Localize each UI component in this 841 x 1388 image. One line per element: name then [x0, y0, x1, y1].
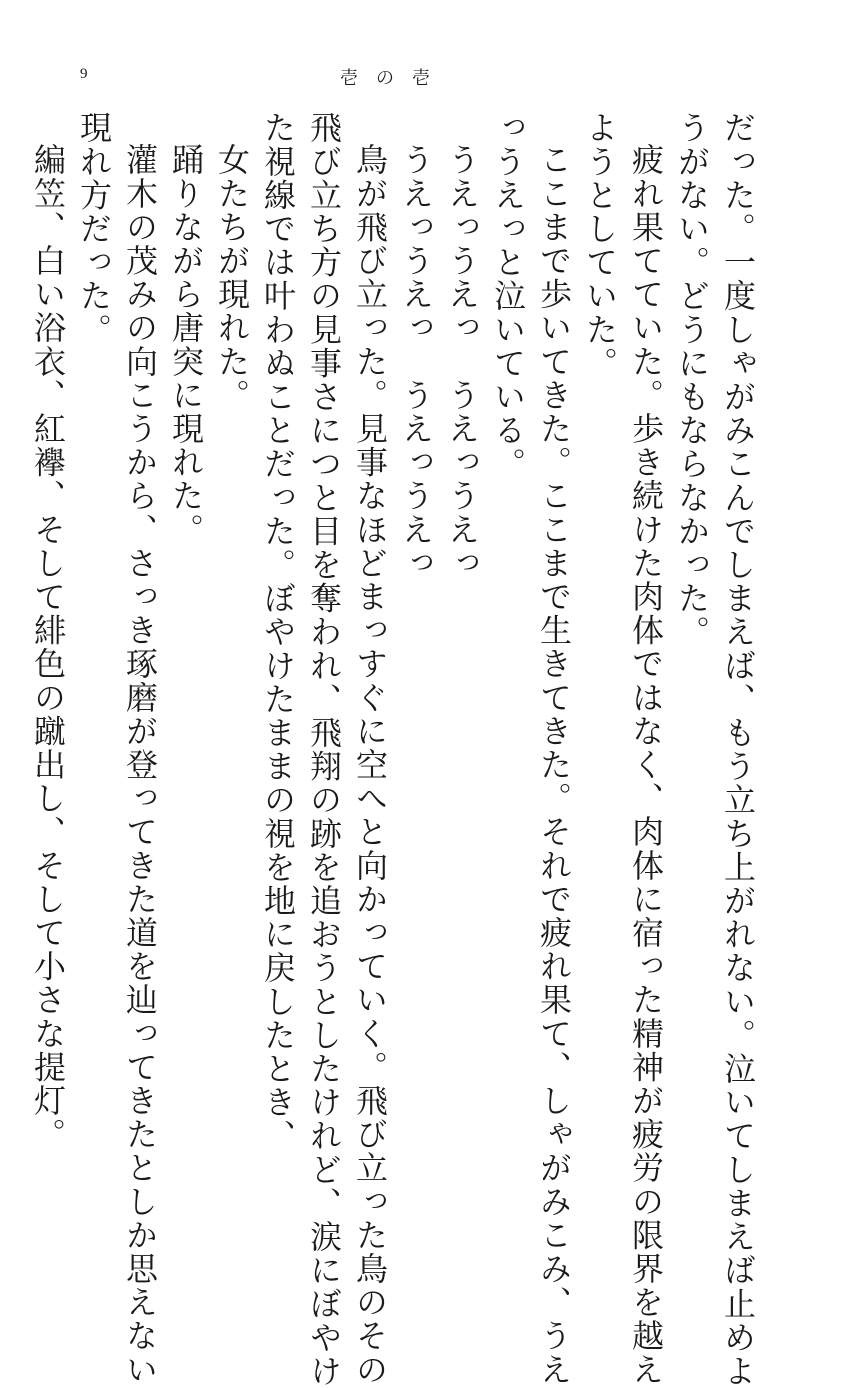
- page-number: 9: [80, 66, 88, 82]
- text-line: 踊りながら唐突に現れた。: [167, 143, 205, 547]
- text-line: うがない。どうにもならなかった。: [673, 111, 711, 649]
- text-line: っうえっと泣いている。: [489, 111, 527, 481]
- text-line: 現れ方だった。: [75, 111, 113, 347]
- text-line: た視線では叶わぬことだった。ぼやけたままの視を地に戻したとき、: [259, 111, 297, 1153]
- text-line: だった。一度しゃがみこんでしまえば、もう立ち上がれない。泣いてしまえば止めよ: [719, 111, 757, 1388]
- text-line: 編笠、白い浴衣、紅襷、そして緋色の蹴出し、そして小さな提灯。: [29, 143, 67, 1151]
- text-line: うえっうえっ うえっうえっ: [443, 143, 481, 580]
- text-line: 女たちが現れた。: [213, 143, 251, 412]
- text-line: 疲れ果てていた。歩き続けた肉体ではなく、肉体に宿った精神が疲労の限界を越え: [627, 143, 665, 1387]
- text-line: 鳥が飛び立った。見事なほどまっすぐに空へと向かっていく。飛び立った鳥のその: [351, 143, 389, 1387]
- text-line: 灌木の茂みの向こうから、さっき琢磨が登ってきた道を辿ってきたとしか思えない: [121, 143, 159, 1387]
- text-line: ようとしていた。: [581, 111, 619, 380]
- running-head: 壱の壱: [340, 68, 448, 89]
- text-line: 飛び立ち方の見事さにつと目を奪われ、飛翔の跡を追おうとしたけれど、涙にぼやけ: [305, 111, 343, 1388]
- body-text: [25, 111, 761, 1388]
- text-line: ここまで歩いてきた。ここまで生きてきた。それで疲れ果て、しゃがみこみ、うえ: [535, 143, 573, 1387]
- text-line: うえっうえっ うえっうえっ: [397, 143, 435, 580]
